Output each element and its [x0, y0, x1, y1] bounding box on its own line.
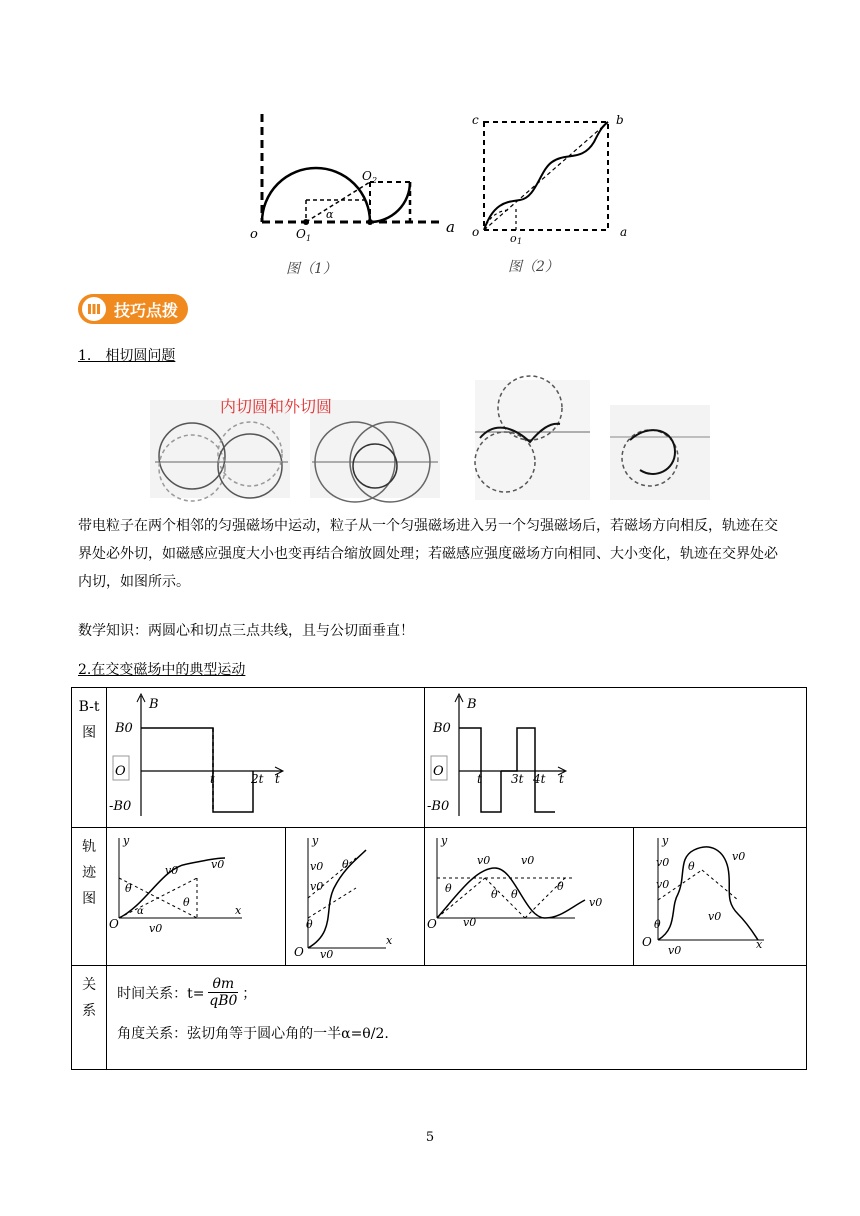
svg-text:-B0: -B0 — [109, 799, 132, 814]
label-o: o — [250, 227, 258, 242]
image-title: 内切圆和外切圆 — [220, 397, 333, 416]
bt-graph-2-cell — [425, 688, 807, 828]
svg-text:v0: v0 — [149, 922, 163, 935]
svg-text:B0: B0 — [433, 721, 452, 736]
badge-label: 技巧点拨 — [114, 300, 179, 320]
svg-text:θ: θ — [654, 918, 661, 931]
svg-text:t: t — [275, 772, 280, 786]
tips-badge — [78, 294, 188, 324]
bt-graph-2 — [425, 688, 725, 823]
track-4-cell — [634, 828, 807, 966]
svg-text:θ: θ — [125, 882, 132, 895]
figure-1-diagram — [248, 110, 463, 243]
track-3-cell — [425, 828, 634, 966]
svg-text:B0: B0 — [115, 721, 133, 736]
track-4 — [634, 828, 804, 958]
bt-graph-1 — [107, 688, 407, 823]
svg-text:1: 1 — [517, 237, 523, 246]
svg-text:v0: v0 — [211, 858, 225, 871]
svg-text:2: 2 — [372, 176, 378, 185]
svg-text:y: y — [123, 834, 130, 847]
svg-text:2t: 2t — [251, 772, 264, 786]
svg-text:x: x — [235, 904, 242, 917]
alternating-field-table — [71, 687, 807, 1070]
label-c: c — [472, 113, 479, 127]
svg-text:v0: v0 — [732, 850, 746, 863]
svg-text:-B0: -B0 — [427, 799, 450, 814]
svg-text:O: O — [294, 945, 305, 959]
svg-text:θ: θ — [445, 882, 453, 895]
svg-text:B: B — [467, 697, 478, 712]
tangent-paragraph: 带电粒子在两个相邻的匀强磁场中运动，粒子从一个匀强磁场进入另一个匀强磁场后，若磁场方向相反，轨迹在交界处必外切，如磁感应强度大小也变再结合缩放圆处理；若磁感应强度磁场方向相同、大小变化，轨迹在交界处必内切，如图所示。 — [78, 518, 778, 590]
fraction-denominator: qB0 — [209, 993, 238, 1009]
label-o1: o — [510, 232, 517, 245]
track-1 — [107, 828, 282, 958]
fraction-numerator: θm — [208, 976, 238, 993]
svg-text:1: 1 — [306, 234, 312, 243]
svg-text:θ: θ — [491, 888, 499, 901]
svg-text:O: O — [427, 917, 438, 931]
svg-text:θ: θ — [557, 880, 565, 893]
track-row — [72, 828, 807, 966]
svg-text:v0: v0 — [589, 896, 603, 909]
track-2 — [286, 828, 421, 961]
figure-2-caption: 图（2） — [508, 259, 559, 275]
svg-text:v0: v0 — [310, 860, 324, 873]
relation-cell — [107, 966, 807, 1070]
svg-text:x: x — [386, 934, 393, 947]
svg-text:θ: θ — [511, 888, 519, 901]
svg-text:θ: θ — [342, 858, 349, 871]
section-2-heading: 2.在交变磁场中的典型运动 — [78, 662, 246, 678]
svg-text:v0: v0 — [477, 854, 491, 867]
tips-icon — [82, 297, 106, 321]
angle-relation: 角度关系：弦切角等于圆心角的一半α=θ/2. — [117, 1026, 389, 1042]
svg-text:v0: v0 — [310, 880, 324, 893]
track-1-cell — [107, 828, 286, 966]
svg-text:v0: v0 — [656, 878, 670, 891]
label-o1: O — [296, 227, 306, 241]
row-label-track: 轨迹图 — [72, 828, 107, 966]
svg-text:O: O — [433, 764, 445, 779]
label-alpha: α — [326, 208, 334, 221]
svg-text:v0: v0 — [656, 856, 670, 869]
svg-text:y: y — [662, 834, 669, 847]
svg-text:y: y — [312, 834, 319, 847]
label-o2: O — [362, 169, 372, 183]
svg-text:v0: v0 — [463, 916, 477, 929]
label-b: b — [616, 113, 624, 127]
svg-text:v0: v0 — [320, 948, 334, 961]
bt-graph-1-cell — [107, 688, 425, 828]
row-label-bt: B-t图 — [72, 688, 107, 828]
svg-text:t: t — [210, 772, 215, 786]
svg-text:O: O — [642, 935, 653, 949]
svg-text:θ: θ — [688, 860, 695, 873]
svg-text:O: O — [115, 764, 126, 779]
svg-text:v0: v0 — [521, 854, 535, 867]
label-a: a — [620, 225, 628, 239]
track-2-cell — [286, 828, 425, 966]
svg-text:x: x — [756, 938, 763, 951]
svg-text:t: t — [477, 772, 483, 786]
math-note: 数学知识：两圆心和切点三点共线，且与公切面垂直！ — [78, 623, 414, 639]
time-relation: 时间关系：t= $\frac{\theta m}{qB0}$ ； — [117, 976, 257, 1009]
page-number: 5 — [425, 1130, 435, 1145]
section-1-heading: 1. 相切圆问题 — [78, 348, 176, 364]
svg-text:4t: 4t — [533, 772, 546, 786]
relation-row — [72, 966, 807, 1070]
svg-text:y: y — [441, 834, 448, 847]
track-3 — [425, 828, 630, 958]
svg-text:3t: 3t — [511, 772, 524, 786]
figure-1-caption: 图（1） — [286, 261, 337, 277]
label-a: a — [446, 218, 455, 236]
svg-text:α: α — [137, 906, 144, 917]
svg-text:v0: v0 — [165, 864, 179, 877]
svg-text:v0: v0 — [708, 910, 722, 923]
svg-text:t: t — [559, 772, 565, 786]
svg-text:B: B — [149, 697, 159, 712]
tangent-circles-image — [150, 380, 715, 502]
bt-row — [72, 688, 807, 828]
figure-2-diagram — [470, 110, 640, 246]
label-o: o — [472, 225, 480, 239]
svg-text:θ: θ — [183, 896, 190, 909]
row-label-relation: 关系 — [72, 966, 107, 1070]
svg-text:O: O — [109, 917, 119, 931]
svg-text:θ: θ — [306, 918, 313, 931]
svg-text:v0: v0 — [668, 944, 682, 957]
